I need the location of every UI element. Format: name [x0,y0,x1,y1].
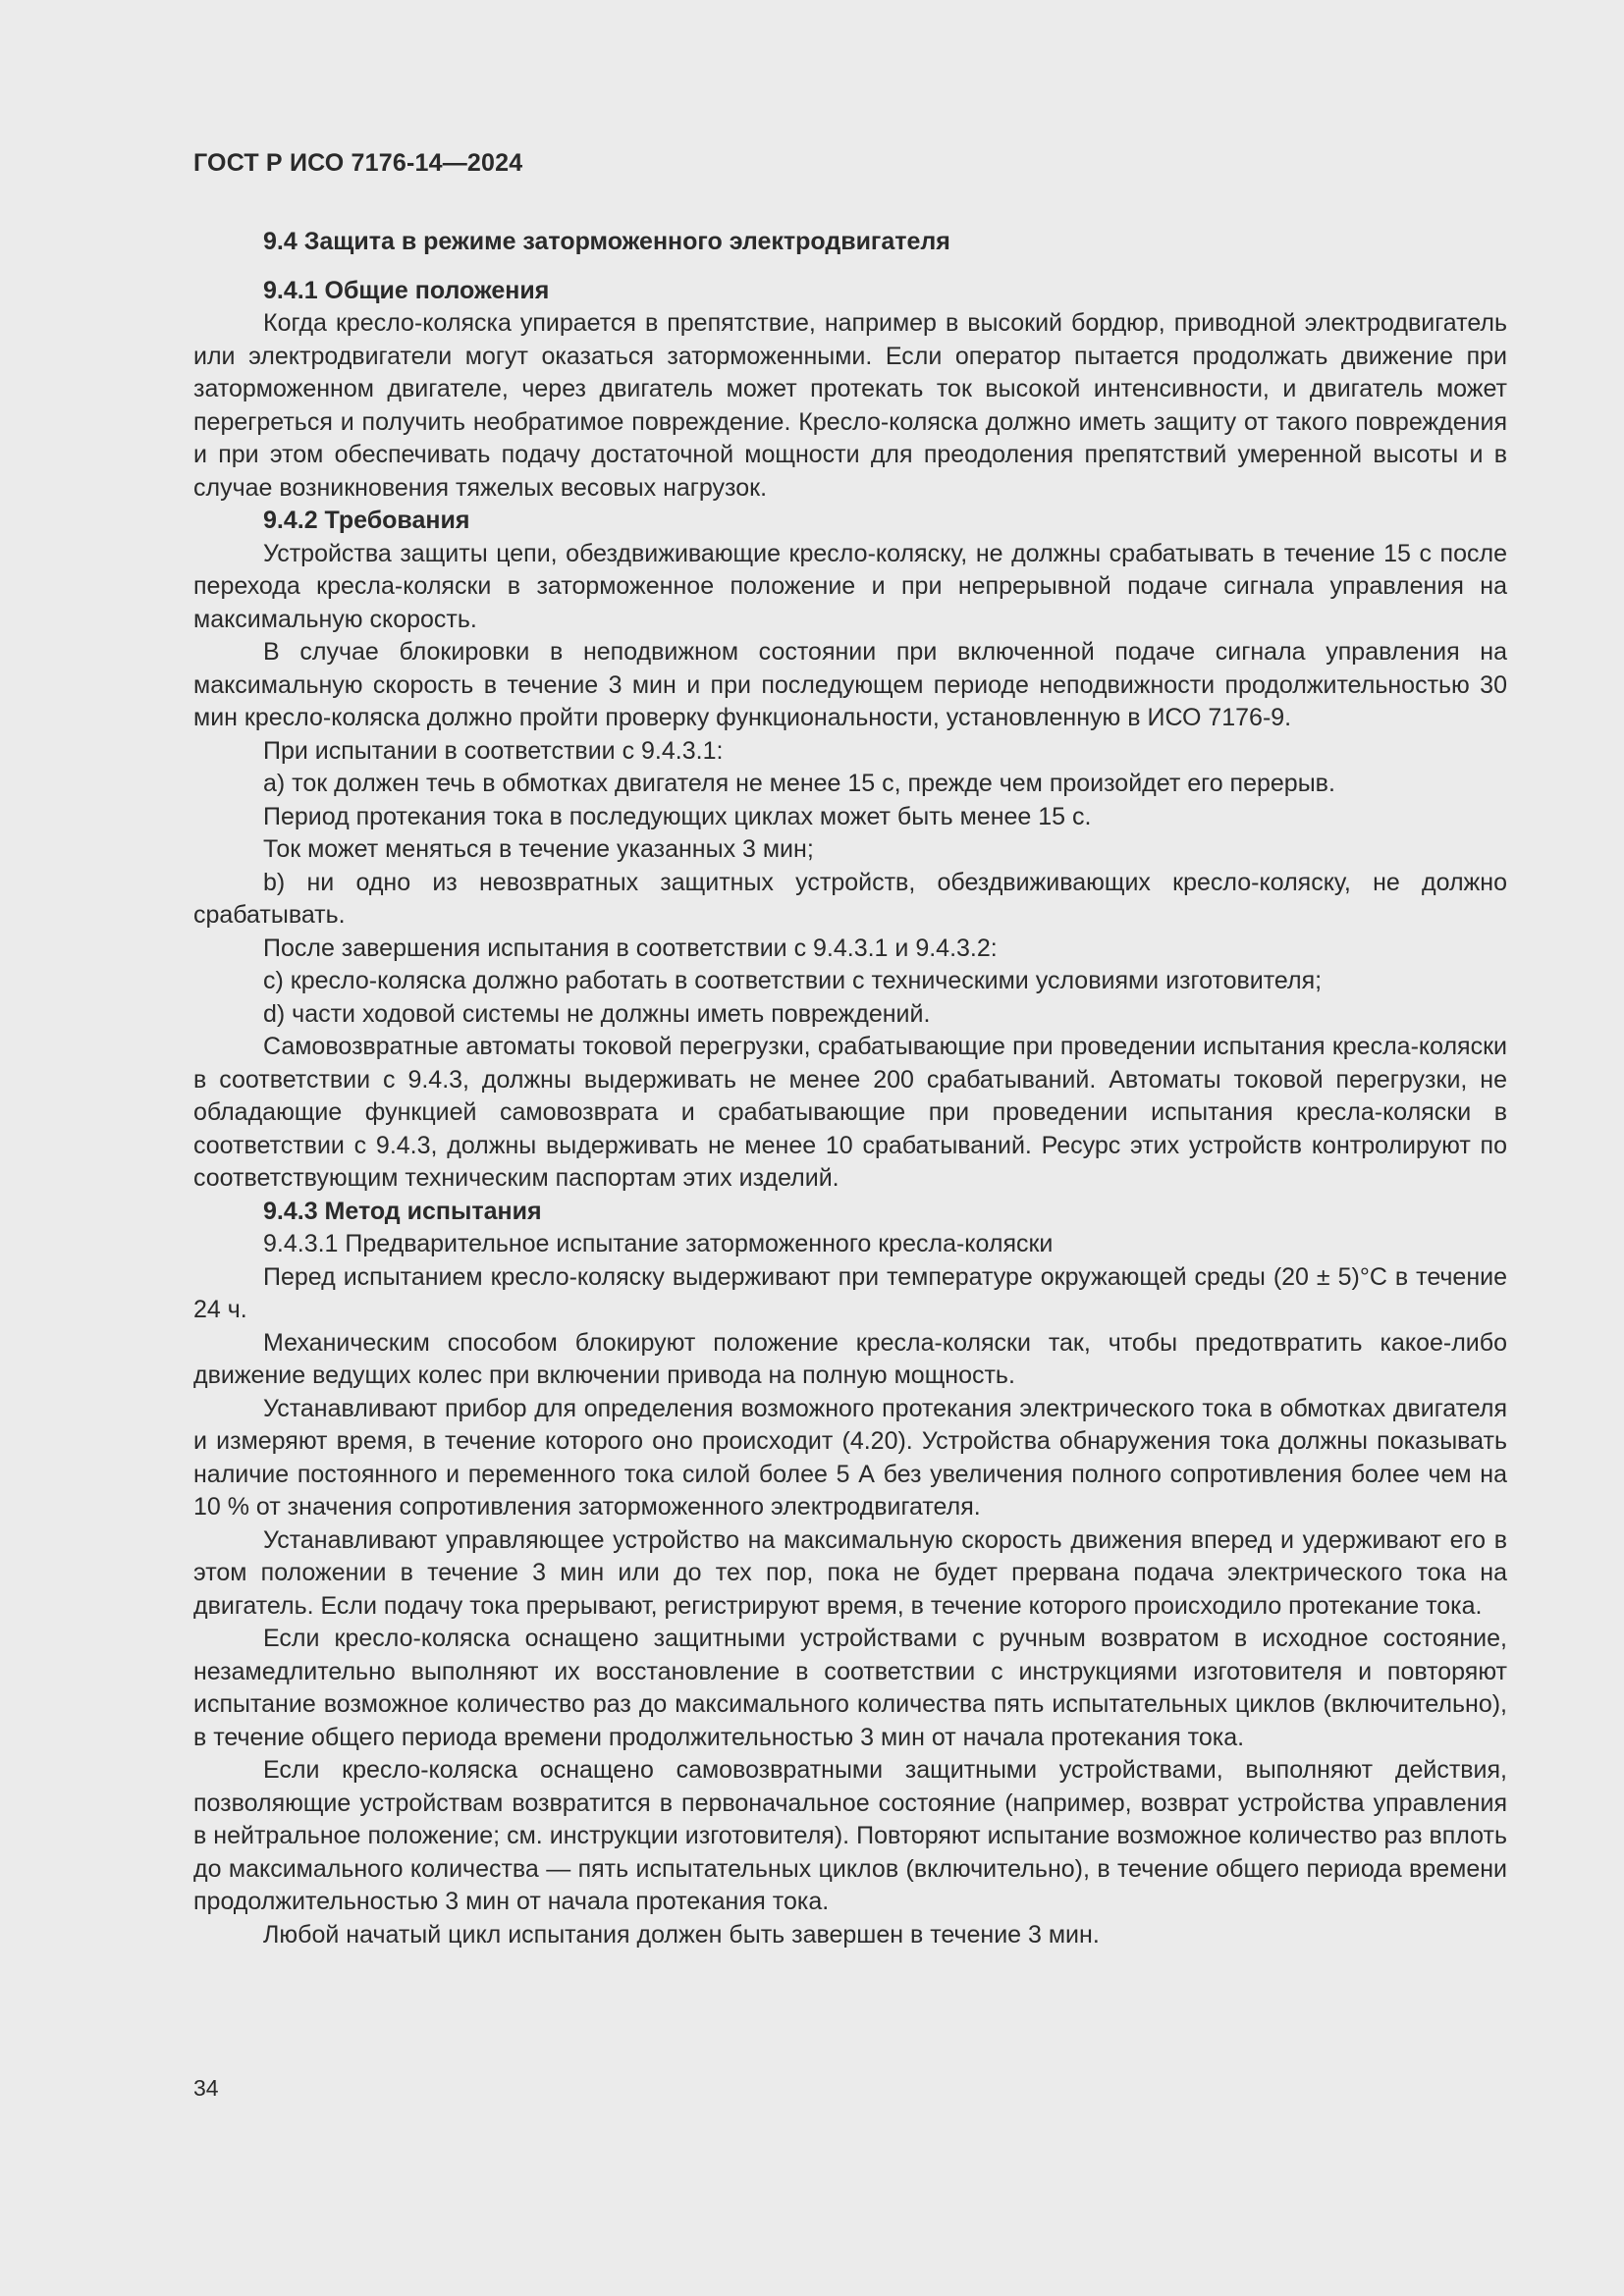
document-header: ГОСТ Р ИСО 7176-14—2024 [193,149,523,177]
paragraph: Устройства защиты цепи, обездвиживающие кресло-коляску, не должны срабатывать в течение 15 с после перехода кресла-коляски в заторможенное положение и при непрерывной подаче сигнала управления на максимальную скорость. [193,539,1507,633]
paragraph: Если кресло-коляска оснащено самовозвратными защитными устройствами, выполняют действия, позволяющие устройствам возвратится в первоначальное состояние (например, возврат устройства управления в нейтральное положение; см. инструкции изготовителя). Повторяют испытание возможное количество раз вплоть до максимального количества — пять испытательных циклов (включительно), в течение общего периода времени продолжительностью 3 мин от начала протекания тока. [193,1756,1507,1915]
list-item: c) кресло-коляска должно работать в соответствии с техническими условиями изготовителя; [263,967,1323,994]
subsection-heading-test-method: 9.4.3 Метод испытания [263,1197,542,1225]
paragraph: После завершения испытания в соответствии с 9.4.3.1 и 9.4.3.2: [263,934,998,962]
list-item: b) ни одно из невозвратных защитных устройств, обездвиживающих кресло-коляску, не должно срабатывать. [193,868,1507,929]
paragraph: Перед испытанием кресло-коляску выдерживают при температуре окружающей среды (20 ± 5)°С в течение 24 ч. [193,1262,1507,1323]
list-item: a) ток должен течь в обмотках двигателя не менее 15 с, прежде чем произойдет его перерыв. [263,770,1335,797]
subsection-heading-requirements: 9.4.2 Требования [263,507,470,534]
paragraph: 9.4.3.1 Предварительное испытание заторможенного кресла-коляски [263,1230,1054,1257]
paragraph: Механическим способом блокируют положение кресла-коляски так, чтобы предотвратить какое-либо движение ведущих колес при включении привода на полную мощность. [193,1328,1507,1389]
paragraph: При испытании в соответствии с 9.4.3.1: [263,736,724,765]
paragraph: Любой начатый цикл испытания должен быть завершен в течение 3 мин. [263,1920,1100,1949]
section-heading: 9.4 Защита в режиме заторможенного электродвигателя [263,228,950,255]
paragraph: Устанавливают прибор для определения возможного протекания электрического тока в обмотках двигателя и измеряют время, в течение которого оно происходит (4.20). Устройства обнаружения тока должны показывать наличие постоянного и переменного тока силой более 5 А без увеличения полного сопротивления более чем на 10 % от значения сопротивления заторможенного электродвигателя. [193,1394,1507,1521]
document-body [193,226,1507,1951]
subsection-heading-general: 9.4.1 Общие положения [263,276,550,304]
list-item: d) части ходовой системы не должны иметь повреждений. [263,999,931,1028]
paragraph: Самовозвратные автоматы токовой перегрузки, срабатывающие при проведении испытания кресла-коляски в соответствии с 9.4.3, должны выдерживать не менее 200 срабатываний. Автоматы токовой перегрузки, не обладающие функцией самовозврата и срабатывающие при проведении испытания кресла-коляски в соответствии с 9.4.3, должны выдерживать не менее 10 срабатываний. Ресурс этих устройств контролируют по соответствующим техническим паспортам этих изделий. [193,1033,1507,1192]
paragraph: Период протекания тока в последующих циклах может быть менее 15 с. [263,802,1092,830]
paragraph: Устанавливают управляющее устройство на максимальную скорость движения вперед и удерживают его в этом положении в течение 3 мин или до тех пор, пока не будет прервана подача электрического тока на двигатель. Если подачу тока прерывают, регистрируют время, в течение которого происходило протекание тока. [193,1525,1507,1620]
page-number: 34 [193,2075,219,2101]
paragraph: Ток может меняться в течение указанных 3 мин; [263,835,814,863]
paragraph: В случае блокировки в неподвижном состоянии при включенной подаче сигнала управления на максимальную скорость в течение 3 мин и при последующем периоде неподвижности продолжительностью 30 мин кресло-коляска должно пройти проверку функциональности, установленную в ИСО 7176-9. [193,638,1507,731]
paragraph: Когда кресло-коляска упирается в препятствие, например в высокий бордюр, приводной электродвигатель или электродвигатели могут оказаться заторможенными. Если оператор пытается продолжать движение при заторможенном двигателе, через двигатель может протекать ток высокой интенсивности, и двигатель может перегреться и получить необратимое повреждение. Кресло-коляска должно иметь защиту от такого повреждения и при этом обеспечивать подачу достаточной мощности для преодоления препятствий умеренной высоты и в случае возникновения тяжелых весовых нагрузок. [193,309,1507,502]
paragraph: Если кресло-коляска оснащено защитными устройствами с ручным возвратом в исходное состояние, незамедлительно выполняют их восстановление в соответствии с инструкциями изготовителя и повторяют испытание возможное количество раз до максимального количества пять испытательных циклов (включительно), в течение общего периода времени продолжительностью 3 мин от начала протекания тока. [193,1625,1507,1751]
